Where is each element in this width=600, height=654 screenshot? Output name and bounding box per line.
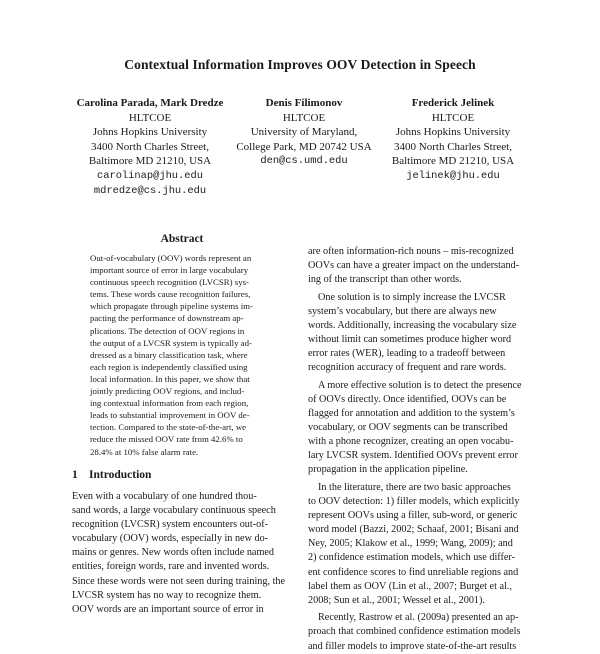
author-affiliation: Baltimore MD 21210, USA bbox=[88, 155, 212, 168]
text-line: word model (Bazzi, 2002; Schaaf, 2001; Bisani and bbox=[308, 524, 519, 536]
author-affiliation: 3400 North Charles Street, bbox=[394, 140, 512, 153]
text-line: reduce the missed OOV rate from 42.6% to bbox=[90, 434, 243, 445]
author-affiliation: College Park, MD 20742 USA bbox=[236, 140, 372, 153]
text-line: entities, foreign words, rare and invented words. bbox=[72, 561, 270, 573]
text-line: jointly predicting OOV regions, and includ- bbox=[90, 386, 245, 397]
text-line: important source of error in large vocabulary bbox=[90, 265, 249, 276]
abstract-heading: Abstract bbox=[160, 233, 204, 245]
text-line: OOV words are an important source of error in bbox=[72, 603, 264, 615]
text-line: dressed as a binary classification task, where bbox=[90, 349, 248, 360]
text-line: lary LVCSR system. Identified OOVs prevent error bbox=[308, 450, 518, 462]
text-line: proach that combined confidence estimation models bbox=[308, 626, 521, 638]
text-line: represent OOVs using a filler, sub-word, or generic bbox=[308, 510, 518, 522]
paper-title: Contextual Information Improves OOV Detection in Speech bbox=[124, 57, 476, 72]
author-affiliation: HLTCOE bbox=[128, 111, 172, 124]
section-heading-introduction bbox=[72, 469, 151, 481]
author-block-jelinek bbox=[378, 96, 528, 184]
author-name: Carolina Parada, Mark Dredze bbox=[76, 97, 224, 109]
text-line: mains or genres. New words often include named bbox=[72, 547, 274, 559]
text-line: the output of a LVCSR system is typically ad- bbox=[90, 337, 252, 348]
text-line: Recently, Rastrow et al. (2009a) presented an ap- bbox=[318, 612, 519, 624]
text-line: recognition (LVCSR) system encounters out-of- bbox=[72, 519, 268, 531]
text-line: leads to substantial improvement in OOV de- bbox=[90, 410, 250, 421]
text-line: OOVs can have a greater impact on the understand- bbox=[308, 260, 520, 272]
paragraph bbox=[308, 481, 530, 608]
abstract-body bbox=[90, 252, 276, 458]
text-line: 2008; Sun et al., 2001; Wessel et al., 2001). bbox=[308, 594, 485, 606]
text-line: error rates (WER), leading to a tradeoff between bbox=[308, 348, 506, 360]
text-line: continuous speech recognition (LVCSR) sys- bbox=[90, 277, 249, 288]
text-line: One solution is to simply increase the LVCSR bbox=[318, 291, 506, 303]
author-affiliation: HLTCOE bbox=[282, 111, 326, 124]
text-line: and filler models to improve state-of-the-art results bbox=[308, 640, 517, 652]
author-affiliation: Johns Hopkins University bbox=[395, 126, 511, 139]
text-line: plications. The detection of OOV regions in bbox=[90, 325, 245, 336]
text-line: In the literature, there are two basic approaches bbox=[318, 482, 511, 493]
author-name: Denis Filimonov bbox=[265, 97, 343, 109]
author-email: jelinek@jhu.edu bbox=[406, 169, 500, 182]
text-line: Out-of-vocabulary (OOV) words represent an bbox=[90, 253, 252, 263]
text-line: A more effective solution is to detect the presence bbox=[318, 379, 522, 391]
author-affiliation: Baltimore MD 21210, USA bbox=[391, 155, 515, 168]
author-block-parada-dredze bbox=[62, 96, 238, 198]
section-title: Introduction bbox=[89, 469, 152, 481]
text-line: ent confidence scores to find unreliable regions and bbox=[308, 566, 519, 578]
text-line: ing of the transcript than other words. bbox=[308, 274, 462, 286]
text-line: label them as OOV (Lin et al., 2007; Burget et al., bbox=[308, 580, 512, 592]
text-line: 2) confidence estimation models, which use differ- bbox=[308, 552, 515, 564]
text-line: tection. Compared to the state-of-the-art, we bbox=[90, 422, 247, 433]
text-line: of OOVs directly. Once identified, OOVs can be bbox=[308, 393, 507, 405]
author-name: Frederick Jelinek bbox=[411, 97, 495, 109]
author-email: mdredze@cs.jhu.edu bbox=[93, 184, 207, 197]
text-line: flagged for annotation and addition to the system’s bbox=[308, 408, 515, 420]
author-block-filimonov bbox=[224, 96, 384, 169]
text-line: sand words, a large vocabulary continuous speech bbox=[72, 505, 276, 517]
text-line: each region is independently classified using bbox=[90, 361, 248, 372]
author-affiliation: HLTCOE bbox=[431, 111, 475, 124]
text-line: to OOV detection: 1) filler models, which explicitly bbox=[308, 496, 520, 508]
text-line: Even with a vocabulary of one hundred thou- bbox=[72, 491, 257, 502]
paragraph bbox=[308, 291, 530, 376]
section-number: 1 bbox=[72, 469, 78, 481]
text-line: words. Additionally, increasing the vocabulary size bbox=[308, 319, 517, 331]
text-line: 28.4% at 10% false alarm rate. bbox=[90, 446, 199, 457]
paragraph bbox=[308, 611, 530, 653]
text-line: with a phone recognizer, creating an open vocabu- bbox=[308, 436, 514, 448]
text-line: Ney, 2005; Klakow et al., 1999; Wang, 2009); and bbox=[308, 538, 513, 550]
text-line: system’s vocabulary, but there are always new bbox=[308, 305, 497, 317]
text-line: which propagate through pipeline systems im- bbox=[90, 301, 253, 312]
text-line: Since these words were not seen during training, the bbox=[72, 575, 286, 587]
text-line: propagation in the application pipeline. bbox=[308, 464, 468, 476]
paragraph bbox=[308, 245, 530, 287]
introduction-body bbox=[72, 490, 294, 617]
text-line: ing contextual information from each region, bbox=[90, 398, 249, 409]
text-line: local information. In this paper, we show that bbox=[90, 373, 250, 384]
paragraph bbox=[308, 379, 530, 478]
text-line: are often information-rich nouns – mis-recognized bbox=[308, 246, 514, 257]
author-affiliation: Johns Hopkins University bbox=[92, 126, 208, 139]
text-line: without limit can sometimes produce higher word bbox=[308, 334, 512, 346]
author-email: carolinap@jhu.edu bbox=[96, 169, 203, 182]
text-line: pacting the performance of downstream ap- bbox=[90, 313, 244, 324]
text-line: vocabulary (OOV) words, especially in new do- bbox=[72, 533, 269, 545]
text-line: vocabulary, or OOV segments can be transcribed bbox=[308, 422, 508, 434]
text-line: LVCSR system has no way to recognize them. bbox=[72, 589, 262, 601]
right-column-body bbox=[308, 245, 530, 654]
text-line: tems. These words cause recognition failures, bbox=[90, 289, 251, 300]
author-affiliation: 3400 North Charles Street, bbox=[91, 140, 209, 153]
author-email: den@cs.umd.edu bbox=[260, 155, 348, 168]
author-affiliation: University of Maryland, bbox=[250, 126, 358, 139]
text-line: recognition accuracy of frequent and rare words. bbox=[308, 362, 507, 374]
